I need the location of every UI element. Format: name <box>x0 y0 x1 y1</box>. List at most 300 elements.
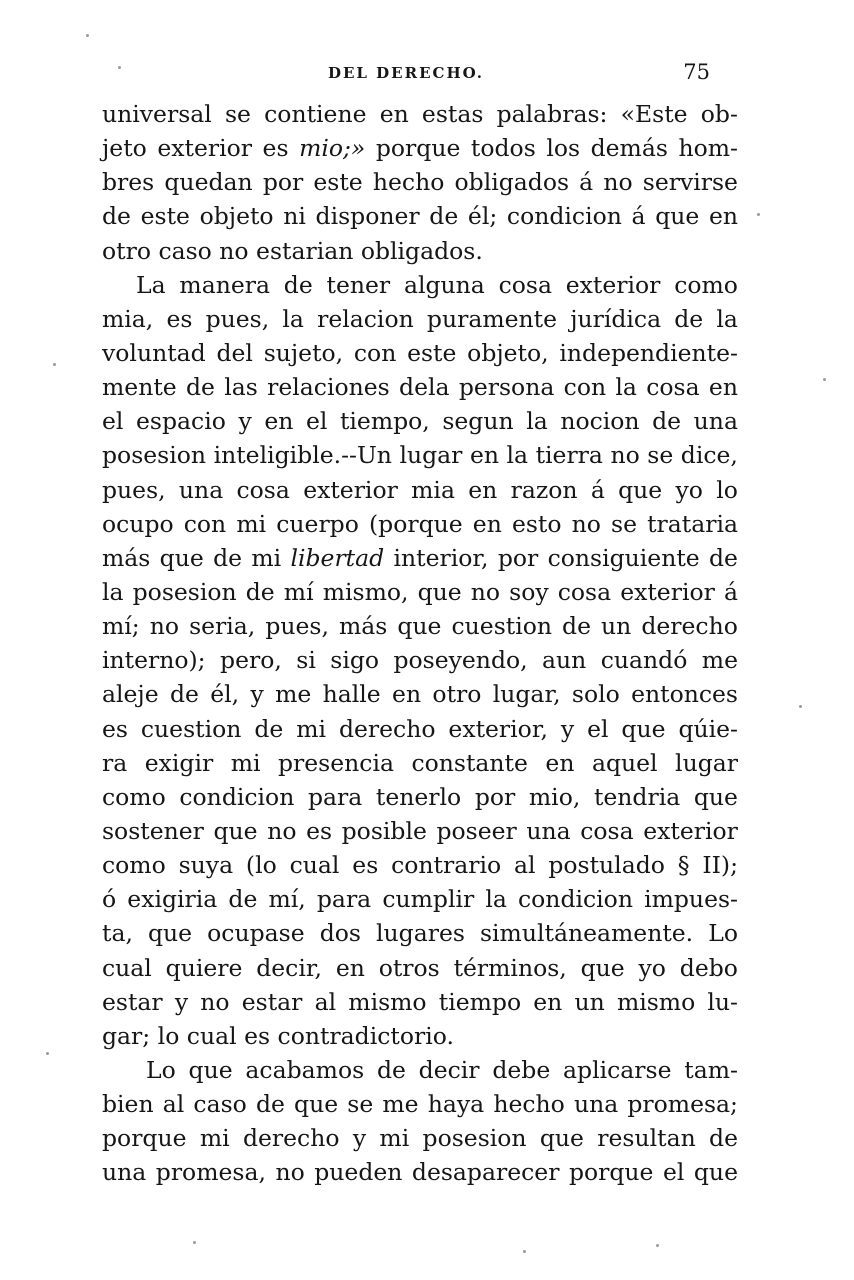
text-line <box>102 234 738 268</box>
word: universal <box>102 100 212 128</box>
word: se <box>611 509 637 538</box>
word: la <box>526 407 548 436</box>
word: mi <box>251 543 282 572</box>
word: al <box>513 851 536 880</box>
word: aleje <box>102 680 159 709</box>
word: consiguiente <box>547 543 700 572</box>
word: estar <box>241 987 303 1016</box>
word: y <box>352 1124 367 1153</box>
word: contrario <box>391 851 502 880</box>
word: hecho <box>372 168 445 197</box>
word: aquel <box>591 748 658 777</box>
word: no <box>610 441 640 470</box>
word: á <box>631 202 646 231</box>
word: lugar, <box>492 680 561 709</box>
word: es <box>102 714 128 743</box>
word: pues, <box>265 612 329 641</box>
word: posesion <box>422 1124 527 1153</box>
text-line <box>102 814 738 848</box>
word: de <box>255 1090 285 1119</box>
text-line <box>102 575 738 609</box>
word: de <box>169 680 199 709</box>
text-line <box>102 199 738 233</box>
word: constante <box>411 748 528 777</box>
word: en <box>379 100 409 128</box>
word: términos, <box>453 953 567 982</box>
paper-speck <box>823 378 826 381</box>
word: exterior, <box>448 714 548 743</box>
word: trataria <box>647 509 738 538</box>
word: este <box>140 202 190 231</box>
word: ocupo <box>102 509 174 538</box>
word: hom- <box>678 134 738 163</box>
word: de <box>213 543 243 572</box>
word: con <box>183 509 227 538</box>
paper-speck <box>53 363 56 366</box>
word: estar <box>102 987 163 1016</box>
word: cosa <box>646 373 700 402</box>
word: lugar <box>675 748 738 777</box>
page-number: 75 <box>683 60 710 84</box>
running-title: DEL DERECHO. <box>327 64 485 82</box>
word: ta, <box>102 919 133 948</box>
word: puramente <box>426 304 558 333</box>
word: lu- <box>707 987 738 1016</box>
word: mí; <box>102 612 140 641</box>
word: obligados <box>454 168 570 197</box>
word: promesa, <box>155 1158 266 1187</box>
word: resultan <box>597 1124 696 1153</box>
word: solo <box>571 680 620 709</box>
word: lugares <box>376 919 465 948</box>
paper-speck <box>799 705 802 708</box>
word: me <box>701 646 738 675</box>
word: lugar <box>399 441 463 470</box>
word: segun <box>442 407 514 436</box>
word: poseyendo, <box>393 646 528 675</box>
word: el <box>305 407 328 436</box>
word: en <box>533 987 563 1016</box>
word: de <box>652 407 682 436</box>
word: pues, <box>205 304 270 333</box>
word: á <box>590 475 605 504</box>
word: de <box>245 577 275 606</box>
word: mi <box>236 509 267 538</box>
word: haya <box>427 1090 485 1119</box>
word: tendria <box>593 782 681 811</box>
word: la <box>102 577 124 606</box>
word: las <box>224 373 258 402</box>
word: palabras: <box>496 100 608 128</box>
word: de <box>254 714 284 743</box>
word: se <box>647 441 674 470</box>
word: más <box>102 543 151 572</box>
word: que <box>618 475 663 504</box>
word: exigir <box>144 748 214 777</box>
word: mio, <box>528 782 581 811</box>
word: cosa <box>580 816 634 845</box>
word: todos <box>470 134 536 163</box>
running-head <box>100 60 712 90</box>
word: mí, <box>268 885 306 914</box>
word: cosa <box>236 475 290 504</box>
word: en <box>468 475 498 504</box>
word: y <box>238 407 252 436</box>
word: nocion <box>560 407 640 436</box>
word: que <box>655 202 700 231</box>
text-line <box>102 951 738 985</box>
word: él, <box>210 680 240 709</box>
word: en <box>545 748 575 777</box>
text-line <box>102 336 738 370</box>
body-text <box>102 97 738 1190</box>
text-line <box>102 131 738 165</box>
word: Lo <box>146 1055 176 1084</box>
word: cuestion <box>451 612 552 641</box>
word: postulado <box>548 851 665 880</box>
word: una <box>693 407 738 436</box>
word: que <box>693 1158 738 1187</box>
word: suya <box>178 851 234 880</box>
word: como <box>102 851 166 880</box>
word: simultáneamente. <box>479 919 694 948</box>
text-line <box>102 404 738 438</box>
word: este <box>407 338 457 367</box>
word: al <box>162 1090 185 1119</box>
word: promesa; <box>627 1090 738 1119</box>
word: relacion <box>317 304 414 333</box>
text-line <box>102 882 738 916</box>
word: porque <box>102 1124 187 1153</box>
word: entonces <box>631 680 738 709</box>
word: exterior <box>643 816 738 845</box>
word: razon <box>510 475 578 504</box>
word: ó <box>102 885 117 914</box>
text-line <box>102 609 738 643</box>
paper-speck <box>193 1241 196 1244</box>
word: mia, <box>102 304 154 333</box>
word: bres <box>102 168 155 197</box>
word: contiene <box>264 100 367 128</box>
word: presencia <box>278 748 394 777</box>
word: sostener <box>102 816 204 845</box>
word: porque <box>375 134 461 163</box>
word: halle <box>322 680 381 709</box>
word: que <box>417 577 462 606</box>
word: es <box>306 816 333 845</box>
word: posesion <box>102 441 207 470</box>
word: y <box>560 714 575 743</box>
word: no <box>603 168 633 197</box>
word: á <box>579 168 594 197</box>
word: jurídica <box>570 304 662 333</box>
word: los <box>546 134 581 163</box>
word: de <box>709 1124 738 1153</box>
word: él; <box>467 202 498 231</box>
word: un <box>574 987 605 1016</box>
word: otros <box>378 953 440 982</box>
text-line <box>102 302 738 336</box>
word: condicion <box>518 885 633 914</box>
word: no <box>267 816 297 845</box>
word: del <box>216 338 253 367</box>
word: no <box>470 577 501 606</box>
word: no <box>149 612 180 641</box>
word: disponer <box>315 202 420 231</box>
word: que <box>580 953 625 982</box>
word: decir <box>418 1055 480 1084</box>
word: de <box>709 543 738 572</box>
text-line <box>102 541 738 575</box>
text-line <box>102 370 738 404</box>
word: más <box>338 612 388 641</box>
word: II); <box>702 851 738 880</box>
word: exterior <box>620 577 715 606</box>
word: cuestion <box>140 714 242 743</box>
word: exterior <box>303 475 398 504</box>
text-line <box>102 916 738 950</box>
word: tiempo, <box>339 407 430 436</box>
word: se <box>224 100 251 128</box>
word: esto <box>511 509 562 538</box>
word: la <box>506 441 529 470</box>
word: de <box>102 202 131 231</box>
word: pues, <box>102 475 166 504</box>
paper-speck <box>523 1250 526 1253</box>
word: es <box>166 304 193 333</box>
word: pero, <box>220 646 282 675</box>
word: tam- <box>684 1055 738 1084</box>
text-line <box>102 848 738 882</box>
word: por <box>474 782 516 811</box>
paper-speck <box>118 66 121 69</box>
word: en <box>392 680 422 709</box>
word: interno); <box>102 646 206 675</box>
word: inteligible.--Un <box>213 441 392 470</box>
word: mi <box>199 1124 230 1153</box>
word: objeto, <box>467 338 549 367</box>
word: se <box>347 1090 374 1119</box>
word: dice, <box>680 441 738 470</box>
word: la <box>716 304 738 333</box>
word: debo <box>679 953 738 982</box>
word: el <box>102 407 124 436</box>
word: qúie- <box>678 714 738 743</box>
word: dela <box>399 373 450 402</box>
word: gar; lo cual es contradictorio. <box>102 1021 454 1050</box>
word: mi <box>296 714 327 743</box>
word: cumplir <box>382 885 475 914</box>
word: una <box>178 475 224 504</box>
word: «Este <box>620 100 688 128</box>
word: tener <box>326 270 391 299</box>
word: tiempo <box>438 987 522 1016</box>
word: ocupase <box>207 919 305 948</box>
word: derecho <box>242 1124 340 1153</box>
word: y <box>174 987 189 1016</box>
word: cual <box>102 953 152 982</box>
word: es <box>352 851 379 880</box>
word: me <box>382 1090 419 1119</box>
word: exterior <box>157 134 252 163</box>
word: la <box>282 304 304 333</box>
word: demás <box>590 134 668 163</box>
word: es <box>262 134 289 163</box>
word: impues- <box>644 885 738 914</box>
word: tenerlo <box>375 782 462 811</box>
word: jeto <box>102 134 147 163</box>
word: interior, <box>393 543 489 572</box>
word: poseer <box>436 816 517 845</box>
word: que <box>188 1055 233 1084</box>
word: condicion <box>506 202 622 231</box>
word: cosa <box>557 577 612 606</box>
text-line <box>102 1155 738 1189</box>
text-line <box>102 746 738 780</box>
word: en <box>469 441 499 470</box>
word: posesion <box>132 577 237 606</box>
word: mente <box>102 373 177 402</box>
word: derecho <box>338 714 436 743</box>
word: mi <box>379 1124 410 1153</box>
word: que <box>294 1090 339 1119</box>
word: la <box>485 885 507 914</box>
word: de <box>376 1055 406 1084</box>
word: que <box>621 714 666 743</box>
word: á <box>723 577 738 606</box>
word: otro caso no estarian obligados. <box>102 236 483 265</box>
word: relaciones <box>267 373 390 402</box>
word: cosa <box>498 270 552 299</box>
word: soy <box>509 577 549 606</box>
paper-speck <box>757 213 760 216</box>
word: yo <box>675 475 703 504</box>
word: pueden <box>314 1158 403 1187</box>
word: Lo <box>708 919 738 948</box>
word: bien <box>102 1090 154 1119</box>
word: mí <box>283 577 314 606</box>
word: alguna <box>403 270 485 299</box>
word: que <box>539 1124 584 1153</box>
word: no <box>275 1158 305 1187</box>
italic-word: libertad <box>290 543 385 572</box>
word: por <box>262 168 304 197</box>
word: tierra <box>535 441 603 470</box>
word: posible <box>341 816 427 845</box>
word: mismo, <box>322 577 409 606</box>
text-line <box>102 507 738 541</box>
word: La <box>136 270 166 299</box>
word: mia <box>411 475 455 504</box>
word: acabamos <box>245 1055 365 1084</box>
word: mismo <box>616 987 696 1016</box>
word: si <box>296 646 316 675</box>
word: mi <box>230 748 261 777</box>
word: cuandó <box>600 646 688 675</box>
text-line <box>102 677 738 711</box>
word: el <box>587 714 609 743</box>
word: que <box>693 782 738 811</box>
word: me <box>275 680 312 709</box>
italic-word: mio;» <box>299 134 366 163</box>
text-line <box>102 643 738 677</box>
word: seria, <box>189 612 256 641</box>
word: de <box>228 885 258 914</box>
word: debe <box>492 1055 551 1084</box>
word: exigiria <box>127 885 218 914</box>
word: de <box>283 270 313 299</box>
word: para <box>316 885 372 914</box>
word: desaparecer <box>411 1158 560 1187</box>
word: manera <box>179 270 270 299</box>
word: por <box>497 543 539 572</box>
paper-speck <box>656 1244 659 1247</box>
word: porque <box>568 1158 654 1187</box>
text-line <box>102 780 738 814</box>
word: que <box>397 612 442 641</box>
text-line <box>102 438 738 472</box>
word: ra <box>102 748 128 777</box>
text-line <box>102 268 738 302</box>
word: mismo <box>348 987 427 1016</box>
word: caso <box>193 1090 247 1119</box>
word: una <box>102 1158 147 1187</box>
word: de <box>185 373 215 402</box>
word: no <box>200 987 230 1016</box>
word: quedan <box>164 168 253 197</box>
word: ob- <box>700 100 738 128</box>
word: decir, <box>256 953 322 982</box>
word: sigo <box>330 646 380 675</box>
word: de <box>562 612 591 641</box>
word: el <box>662 1158 685 1187</box>
word: una <box>526 816 571 845</box>
word: no <box>571 509 601 538</box>
text-line <box>102 1053 738 1087</box>
word: aun <box>542 646 587 675</box>
word: cual <box>289 851 340 880</box>
word: un <box>601 612 632 641</box>
text-line <box>102 985 738 1019</box>
word: en <box>708 202 738 231</box>
word: en <box>472 509 502 538</box>
text-line <box>102 1087 738 1121</box>
word: voluntad <box>102 338 206 367</box>
text-line <box>102 165 738 199</box>
word: sujeto, <box>263 338 344 367</box>
word: condicion <box>179 782 295 811</box>
word: quiere <box>165 953 243 982</box>
word: § <box>677 851 690 880</box>
word: como <box>102 782 166 811</box>
word: para <box>307 782 363 811</box>
word: aplicarse <box>563 1055 672 1084</box>
word: en <box>335 953 365 982</box>
word: dos <box>319 919 361 948</box>
word: al <box>314 987 337 1016</box>
word: que <box>213 816 258 845</box>
word: este <box>313 168 363 197</box>
word: (lo <box>245 851 277 880</box>
word: de <box>429 202 459 231</box>
text-line <box>102 97 738 131</box>
word: la <box>615 373 637 402</box>
word: objeto <box>199 202 274 231</box>
word: con <box>353 338 397 367</box>
word: de <box>674 304 704 333</box>
word: y <box>250 680 264 709</box>
word: ni <box>283 202 306 231</box>
